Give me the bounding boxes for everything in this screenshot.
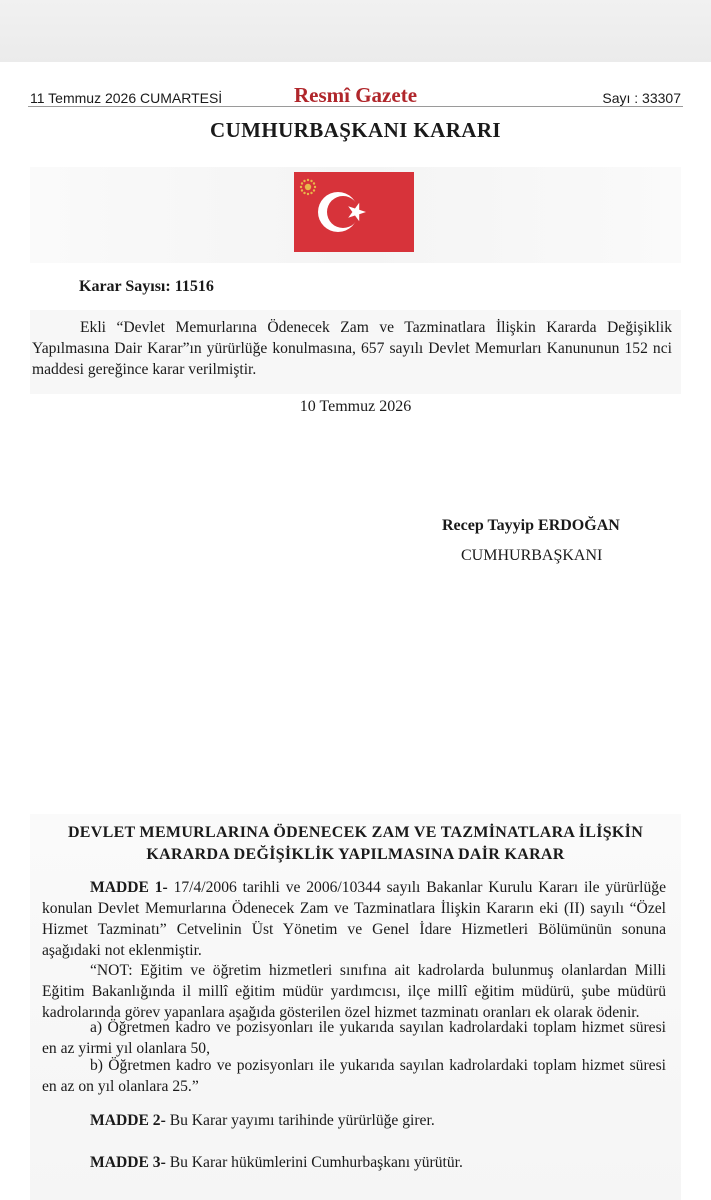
issue-number: Sayı : 33307 (602, 90, 681, 106)
annex-title-line2: KARARDA DEĞİŞİKLİK YAPILMASINA DAİR KARAR (146, 846, 565, 863)
turkish-flag-icon (294, 172, 414, 252)
annex-title (0, 822, 711, 866)
decision-number: Karar Sayısı: 11516 (79, 278, 214, 295)
note-item-a: a) Öğretmen kadro ve pozisyonları ile yukarıda sayılan kadrolardaki toplam hizmet süresi en az yirmi yıl olanlara 50, (42, 1019, 666, 1057)
article-2-label: MADDE 2- (90, 1112, 166, 1129)
note-paragraph: “NOT: Eğitim ve öğretim hizmetleri sınıfına ait kadrolarda bulunmuş olanlardan Milli Eğitim Bakanlığında il millî eğitim müdür yardımcısı, ilçe millî eğitim müdürü, şube müdürü kadrolarında görev yapanlara aşağıda gösterilen özel hizmet tazminatı oranları ek olarak ödenir. (42, 962, 666, 1021)
gazette-name: Resmî Gazete (293, 83, 418, 107)
article-3-text: Bu Karar hükümlerini Cumhurbaşkanı yürütür. (169, 1154, 463, 1171)
header-date: 11 Temmuz 2026 CUMARTESİ (30, 90, 223, 106)
article-2 (90, 1110, 435, 1131)
article-3 (90, 1152, 463, 1173)
article-1-label: MADDE 1- (90, 879, 168, 896)
intro-paragraph: Ekli “Devlet Memurlarına Ödenecek Zam ve Tazminatlara İlişkin Kararda Değişiklik Yapılmasına Dair Karar”ın yürürlüğe konulmasına, 657 sayılı Devlet Memurları Kanununun 152 nci maddesi gereğince karar verilmiştir. (32, 319, 672, 378)
decision-date: 10 Temmuz 2026 (299, 398, 412, 415)
browser-top-bar (0, 0, 711, 63)
signatory-name: Recep Tayyip ERDOĞAN (442, 517, 620, 534)
document-title: CUMHURBAŞKANI KARARI (210, 118, 501, 142)
signatory-title: CUMHURBAŞKANI (461, 547, 603, 564)
article-1-text: 17/4/2006 tarihli ve 2006/10344 sayılı Bakanlar Kurulu Kararı ile yürürlüğe konulan Devlet Memurlarına Ödenecek Zam ve Tazminatlara İlişkin Kararın eki (II) sayılı “Özel Hizmet Tazminatı” Cetvelinin Üst Yönetim ve Genel İdare Hizmetleri Bölümünün sonuna aşağıdaki not eklenmiştir. (42, 879, 666, 959)
note-item-b: b) Öğretmen kadro ve pozisyonları ile yukarıda sayılan kadrolardaki toplam hizmet süresi en az on yıl olanlara 25.” (42, 1057, 666, 1095)
article-3-label: MADDE 3- (90, 1154, 166, 1171)
article-2-text: Bu Karar yayımı tarihinde yürürlüğe girer. (169, 1112, 435, 1129)
annex-title-line1: DEVLET MEMURLARINA ÖDENECEK ZAM VE TAZMİNATLARA İLİŞKİN (67, 824, 644, 841)
article-1 (42, 877, 666, 961)
gazette-header (28, 72, 683, 107)
gazette-page (0, 62, 711, 1200)
